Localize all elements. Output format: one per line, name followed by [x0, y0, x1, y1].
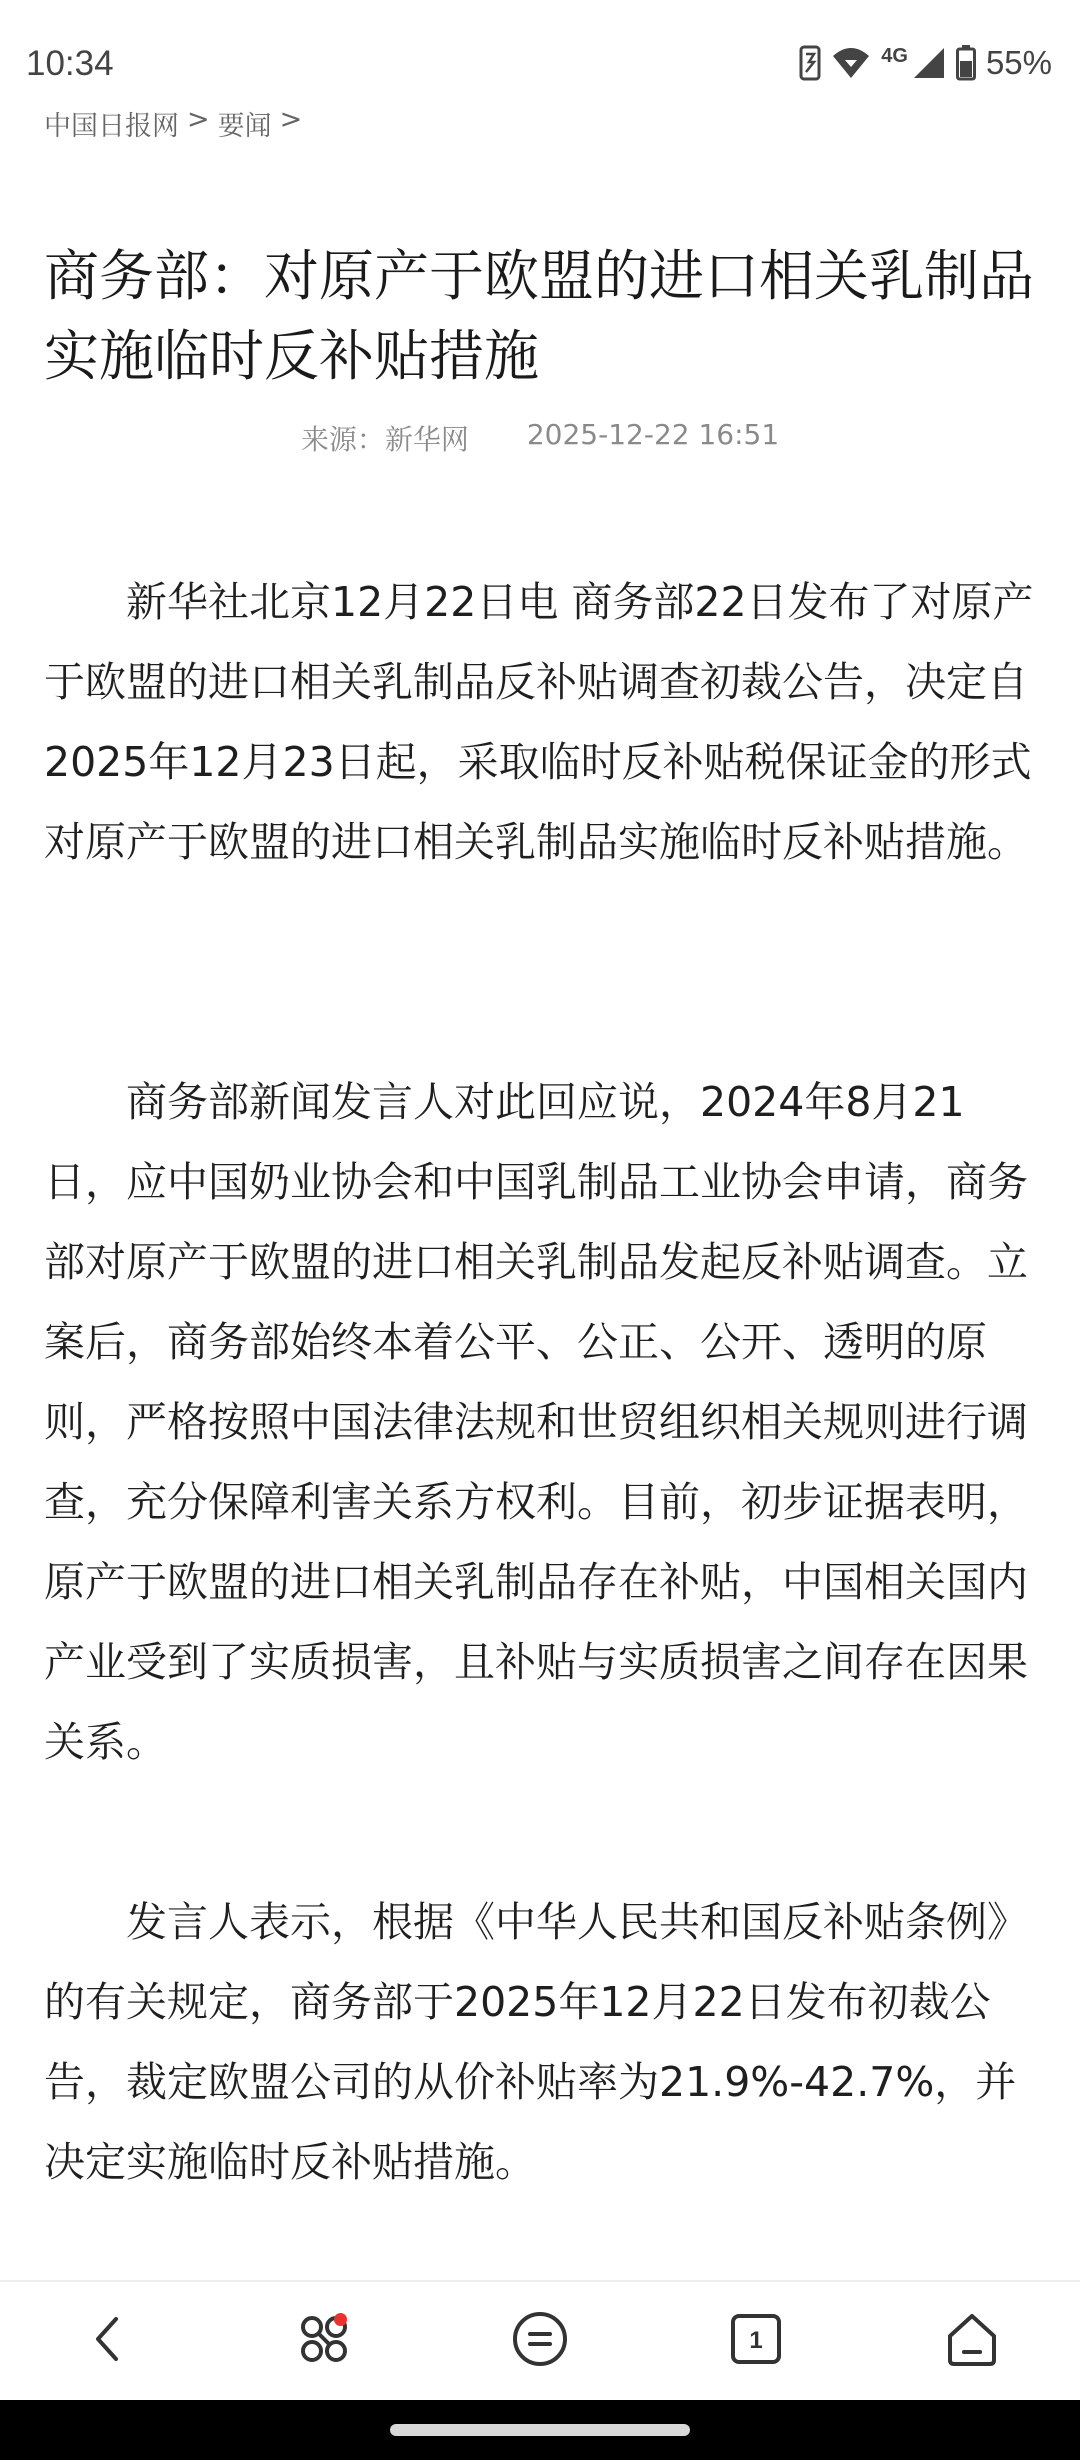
article-paragraph: 商务部新闻发言人对此回应说，2024年8月21日，应中国奶业协会和中国乳制品工业协会申请，商务部对原产于欧盟的进口相关乳制品发起反补贴调查。立案后，商务部始终本着公平、公正、公开、透明的原则，严格按照中国法律法规和世贸组织相关规则进行调查，充分保障利害关系方权利。目前，初步证据表明，原产于欧盟的进口相关乳制品存在补贴，中国相关国内产业受到了实质损害，且补贴与实质损害之间存在因果关系。 — [44, 1078, 1028, 1766]
apps-button[interactable] — [264, 2291, 384, 2391]
gesture-handle[interactable] — [390, 2424, 690, 2436]
article-source: 来源：新华网 — [300, 423, 469, 456]
article-paragraph: 新华社北京12月22日电 商务部22日发布了对原产于欧盟的进口相关乳制品反补贴调查初裁公告，决定自2025年12月23日起，采取临时反补贴税保证金的形式对原产于欧盟的进口相关乳制品实施临时反补贴措施。 — [44, 578, 1034, 866]
signal-icon — [912, 46, 946, 80]
status-icons — [799, 44, 1052, 82]
nfc-icon — [799, 45, 821, 81]
tab-count: 1 — [749, 2327, 763, 2354]
article-paragraph: 发言人表示，根据《中华人民共和国反补贴条例》的有关规定，商务部于2025年12月22日发布初裁公告，裁定欧盟公司的从价补贴率为21.9%-42.7%，并决定实施临时反补贴措施。 — [44, 1898, 1028, 2186]
home-icon — [942, 2310, 1002, 2372]
breadcrumb-home[interactable]: 中国日报网 — [44, 111, 179, 142]
status-bar — [0, 0, 1080, 120]
breadcrumb-separator: > — [279, 104, 303, 135]
system-nav-bar — [0, 2400, 1080, 2460]
bottom-nav — [0, 2282, 1080, 2400]
home-button[interactable] — [912, 2291, 1032, 2391]
article-date: 2025-12-22 16:51 — [526, 418, 780, 451]
network-label: 4G — [881, 44, 908, 67]
breadcrumb — [44, 104, 302, 143]
back-icon — [88, 2311, 128, 2371]
tabs-button[interactable] — [696, 2291, 816, 2391]
back-button[interactable] — [48, 2291, 168, 2391]
battery-icon — [956, 45, 976, 81]
breadcrumb-section[interactable]: 要闻 — [217, 111, 272, 142]
breadcrumb-separator: > — [187, 104, 210, 135]
menu-icon — [511, 2310, 569, 2372]
article-meta — [0, 418, 1080, 458]
menu-button[interactable] — [480, 2291, 600, 2391]
status-time: 10:34 — [26, 44, 114, 83]
article-title: 商务部：对原产于欧盟的进口相关乳制品实施临时反补贴措施 — [44, 244, 1035, 388]
battery-percent: 55% — [985, 44, 1052, 81]
notification-dot — [334, 2313, 347, 2326]
wifi-icon — [831, 46, 871, 80]
